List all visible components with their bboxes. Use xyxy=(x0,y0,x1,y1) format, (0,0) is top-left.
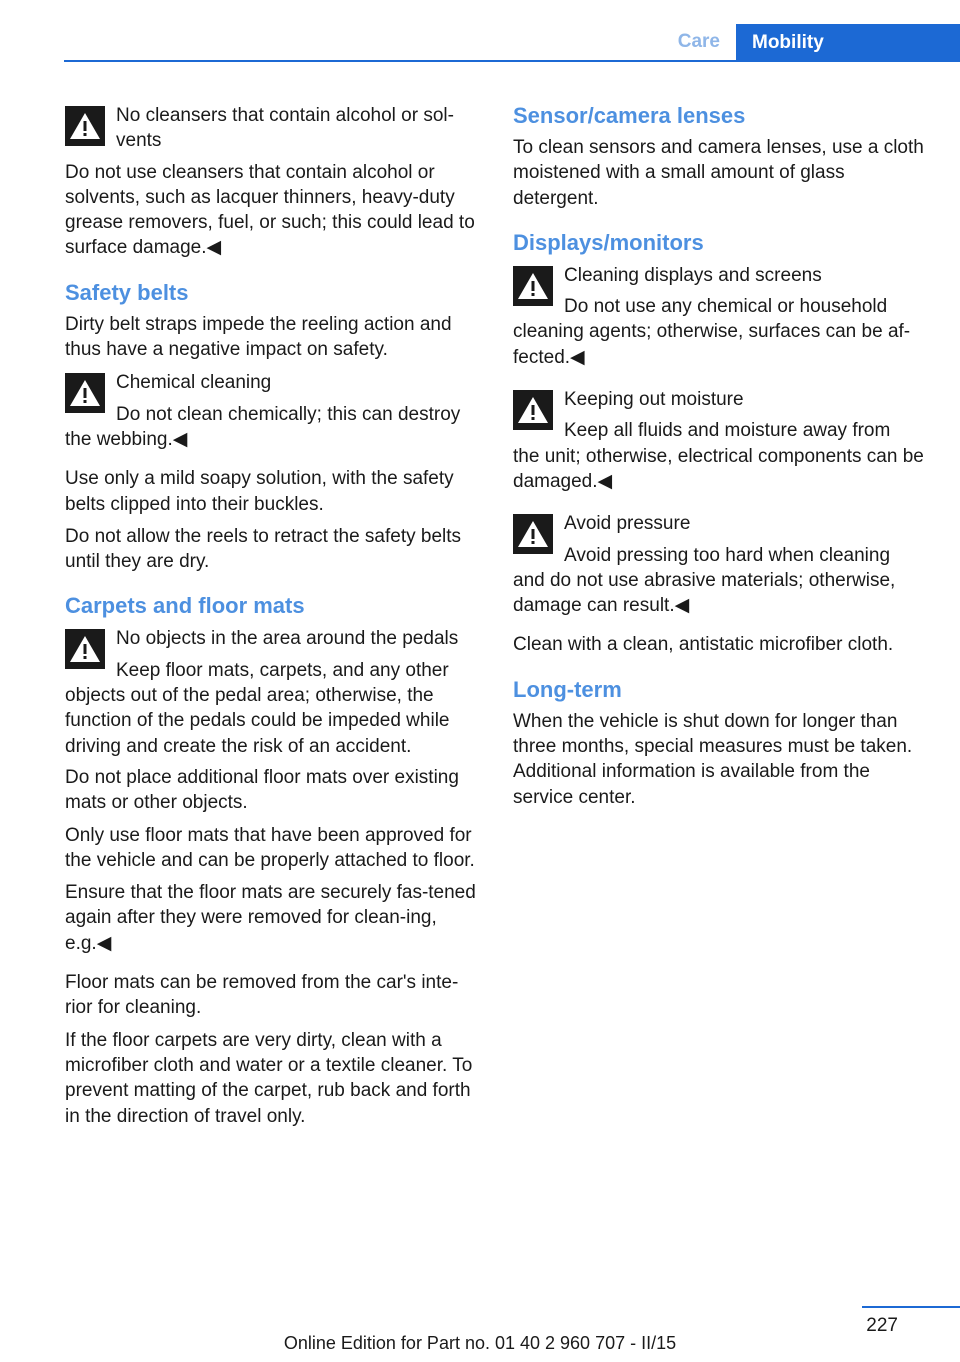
warning-title: Chemical cleaning Do not clean chemically; this can destroy xyxy=(116,372,461,425)
warning-title: Avoid pressure Avoid pressing too hard when cleaning xyxy=(564,513,891,566)
paragraph: Floor mats can be removed from the car's inte-rior for cleaning. xyxy=(65,972,459,1019)
warning-triangle-icon xyxy=(513,514,553,554)
warning-body: cleaning agents; otherwise, surfaces can be af-fected.◀ xyxy=(513,321,911,368)
tab-mobility[interactable]: Mobility xyxy=(736,24,960,62)
warning-block xyxy=(65,625,479,758)
header-rule xyxy=(64,60,960,62)
heading-displays-monitors: Displays/monitors xyxy=(513,229,704,255)
warning-block xyxy=(65,369,479,452)
heading-long-term: Long-term xyxy=(513,676,622,702)
right-column xyxy=(513,102,927,817)
safety-belts-intro: Dirty belt straps impede the reeling action and thus have a negative impact on safety. xyxy=(65,313,452,361)
warning-triangle-icon xyxy=(65,106,105,146)
paragraph: Do not allow the reels to retract the safety belts until they are dry. xyxy=(65,525,462,573)
page-number: 227 xyxy=(866,1315,898,1336)
warning-triangle-icon xyxy=(513,266,553,306)
tab-care[interactable]: Care xyxy=(677,31,720,52)
warning-block xyxy=(513,510,927,618)
paragraph: Ensure that the floor mats are securely fas-tened again after they were removed for clean-ing, e.g.◀ xyxy=(65,882,476,954)
warning-body: objects out of the pedal area; otherwise, the function of the pedals could be impeded while driving and create the risk of an accident. xyxy=(65,685,450,757)
warning-triangle-icon xyxy=(513,390,553,430)
warning-block xyxy=(513,386,927,494)
warning-title: Keeping out moisture Keep all fluids and moisture away from xyxy=(564,389,891,442)
warning-title: No cleansers that contain alcohol or sol- vents xyxy=(116,105,454,152)
heading-safety-belts: Safety belts xyxy=(65,279,189,305)
page-header xyxy=(0,24,960,62)
paragraph: Do not place additional floor mats over existing mats or other objects. xyxy=(65,766,459,814)
warning-block xyxy=(513,262,927,370)
paragraph: Use only a mild soapy solution, with the safety belts clipped into their buckles. xyxy=(65,468,454,515)
edition-note: Online Edition for Part no. 01 40 2 960 707 - II/15 xyxy=(283,1333,677,1353)
warning-block xyxy=(65,102,479,261)
warning-body: Do not use cleansers that contain alcohol or solvents, such as lacquer thinners, heavy-duty grease removers, fuel, or such; this could lead to surface damage.◀ xyxy=(65,161,475,259)
footer-rule xyxy=(862,1306,960,1308)
warning-triangle-icon xyxy=(65,629,105,669)
paragraph: If the floor carpets are very dirty, clean with a microfiber cloth and water or a textile cleaner. To prevent matting of the carpet, rub back and forth in the direction of travel only. xyxy=(65,1029,473,1127)
left-column xyxy=(65,102,479,1136)
paragraph: Only use floor mats that have been approved for the vehicle and can be properly attached to floor. xyxy=(65,824,475,871)
heading-carpets-floor-mats: Carpets and floor mats xyxy=(65,593,305,619)
warning-body: the webbing.◀ xyxy=(65,428,188,450)
paragraph: To clean sensors and camera lenses, use a cloth moistened with a small amount of glass detergent. xyxy=(513,137,924,209)
warning-title: Cleaning displays and screens Do not use any chemical or household xyxy=(564,264,888,318)
warning-title: No objects in the area around the pedals Keep floor mats, carpets, and any other xyxy=(116,628,459,681)
paragraph: Clean with a clean, antistatic microfiber cloth. xyxy=(513,634,894,656)
warning-body: the unit; otherwise, electrical components can be damaged.◀ xyxy=(513,445,924,492)
warning-body: and do not use abrasive materials; otherwise, damage can result.◀ xyxy=(513,569,896,617)
paragraph: When the vehicle is shut down for longer than three months, special measures must be taken. Additional information is available from the service center. xyxy=(513,710,913,808)
warning-triangle-icon xyxy=(65,373,105,413)
heading-sensor-camera-lenses: Sensor/camera lenses xyxy=(513,103,746,128)
